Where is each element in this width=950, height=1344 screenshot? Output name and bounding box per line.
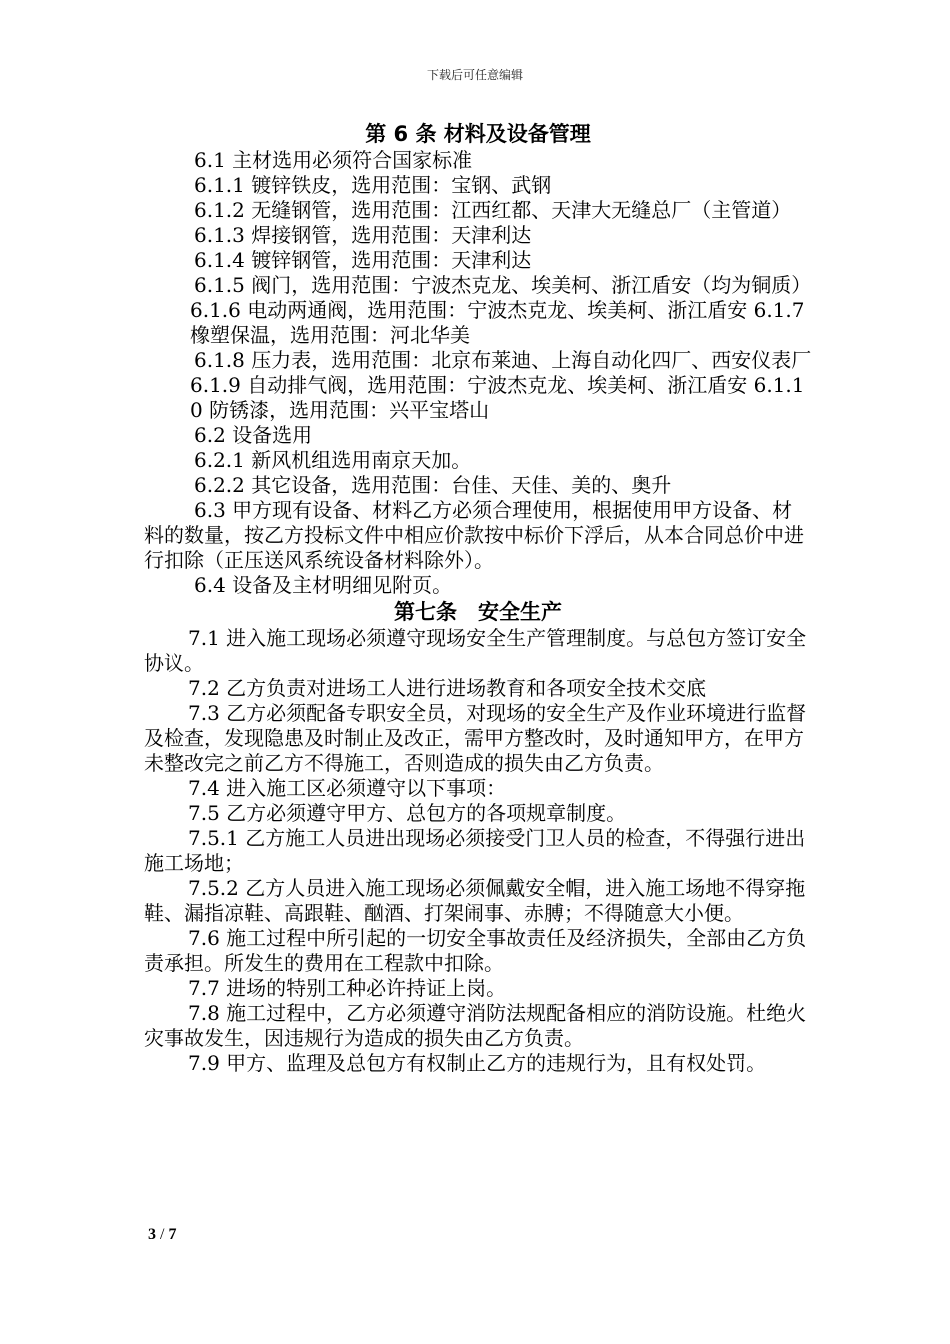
paragraph-6-4: 6.4 设备及主材明细见附页。	[194, 573, 453, 597]
paragraph-6-2-2: 6.2.2 其它设备，选用范围：台佳、天佳、美的、奥升	[194, 473, 672, 497]
document-body	[144, 120, 812, 1076]
paragraph-6-3: 6.3 甲方现有设备、材料乙方必须合理使用，根据使用甲方设备、材料的数量，按乙方投标文件中相应价款按中标价下浮后，从本合同总价中进行扣除（正压送风系统设备材料除外）。	[144, 498, 804, 572]
total-pages: 7	[168, 1226, 177, 1243]
section-6-title: 第 6 条 材料及设备管理	[365, 122, 591, 146]
paragraph-6-1-3: 6.1.3 焊接钢管，选用范围：天津利达	[194, 223, 532, 247]
current-page: 3	[148, 1226, 156, 1243]
paragraph-7-8: 7.8 施工过程中，乙方必须遵守消防法规配备相应的消防设施。杜绝火灾事故发生，因违规行为造成的损失由乙方负责。	[144, 1001, 807, 1050]
paragraph-7-6: 7.6 施工过程中所引起的一切安全事故责任及经济损失，全部由乙方负责承担。所发生的费用在工程款中扣除。	[144, 926, 807, 975]
paragraph-7-1: 7.1 进入施工现场必须遵守现场安全生产管理制度。与总包方签订安全协议。	[144, 626, 807, 675]
paragraph-7-3: 7.3 乙方必须配备专职安全员，对现场的安全生产及作业环境进行监督及检查，发现隐患及时制止及改正，需甲方整改时，及时通知甲方，在甲方未整改完之前乙方不得施工，否则造成的损失由乙方负责。	[144, 701, 807, 775]
paragraph-7-4: 7.4 进入施工区必须遵守以下事项：	[188, 776, 507, 800]
paragraph-7-2: 7.2 乙方负责对进场工人进行进场教育和各项安全技术交底	[188, 676, 707, 700]
paragraph-6-1-1: 6.1.1 镀锌铁皮，选用范围：宝钢、武钢	[194, 173, 552, 197]
paragraph-6-2: 6.2 设备选用	[194, 423, 313, 447]
page-number	[148, 1226, 176, 1244]
paragraph-6-1-8: 6.1.8 压力表，选用范围：北京布莱迪、上海自动化四厂、西安仪表厂	[194, 348, 812, 372]
page-separator: /	[156, 1226, 169, 1243]
paragraph-7-5-2: 7.5.2 乙方人员进入施工现场必须佩戴安全帽，进入施工场地不得穿拖鞋、漏指凉鞋、高跟鞋、酗酒、打架闹事、赤膊；不得随意大小便。	[144, 876, 806, 925]
paragraph-7-5: 7.5 乙方必须遵守甲方、总包方的各项规章制度。	[188, 801, 627, 825]
paragraph-7-7: 7.7 进场的特别工种必许持证上岗。	[188, 976, 507, 1000]
section-7-title: 第七条 安全生产	[394, 600, 562, 624]
paragraph-6-2-1: 6.2.1 新风机组选用南京天加。	[194, 448, 472, 472]
paragraph-6-1-9: 6.1.9 自动排气阀，选用范围：宁波杰克龙、埃美柯、浙江盾安 6.1.10 防锈漆，选用范围：兴平宝塔山	[190, 373, 805, 422]
paragraph-7-9: 7.9 甲方、监理及总包方有权制止乙方的违规行为，且有权处罚。	[188, 1051, 767, 1075]
paragraph-6-1-6: 6.1.6 电动两通阀，选用范围：宁波杰克龙、埃美柯、浙江盾安 6.1.7 橡塑保温，选用范围：河北华美	[190, 298, 805, 347]
page-header: 下载后可任意编辑	[426, 68, 523, 82]
paragraph-7-5-1: 7.5.1 乙方施工人员进出现场必须接受门卫人员的检查，不得强行进出施工场地；	[144, 826, 806, 875]
paragraph-6-1: 6.1 主材选用必须符合国家标准	[194, 148, 473, 172]
paragraph-6-1-4: 6.1.4 镀锌钢管，选用范围：天津利达	[194, 248, 532, 272]
paragraph-6-1-2: 6.1.2 无缝钢管，选用范围：江西红都、天津大无缝总厂（主管道）	[194, 198, 792, 222]
paragraph-6-1-5: 6.1.5 阀门，选用范围：宁波杰克龙、埃美柯、浙江盾安（均为铜质）	[194, 273, 812, 297]
